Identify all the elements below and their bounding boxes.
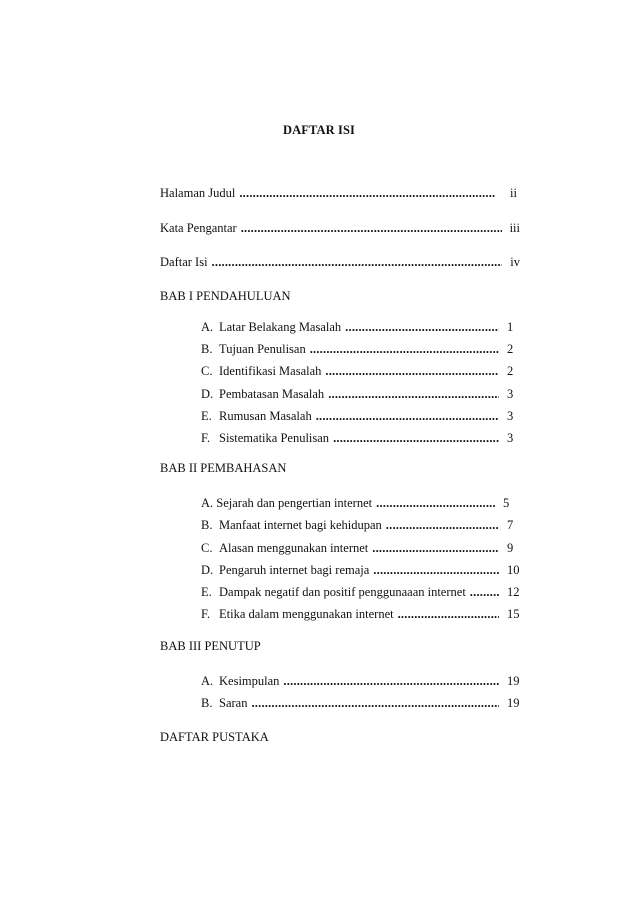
- toc-entry-label: Daftar Isi: [160, 255, 208, 269]
- toc-subentry[interactable]: [201, 694, 521, 712]
- toc-subentry[interactable]: [201, 605, 521, 623]
- subentry-page: 3: [507, 409, 514, 423]
- dot-leader: [212, 253, 503, 271]
- subentry-page: 12: [507, 585, 520, 599]
- subentry-label: Saran: [219, 696, 248, 710]
- subentry-label: Rumusan Masalah: [219, 409, 312, 423]
- dot-leader: [325, 362, 499, 380]
- toc-entry-page: iv: [510, 255, 520, 269]
- subentry-page: 7: [507, 518, 514, 532]
- dot-leader: [328, 385, 499, 403]
- toc-subentry[interactable]: [201, 672, 521, 690]
- dot-leader: [316, 407, 499, 425]
- dot-leader: [372, 539, 499, 557]
- subentry-letter: C.: [201, 541, 213, 555]
- toc-subentry[interactable]: [201, 407, 521, 425]
- toc-entry-page: ii: [510, 186, 517, 200]
- page-title: DAFTAR ISI: [283, 123, 355, 137]
- subentry-label: Latar Belakang Masalah: [219, 320, 342, 334]
- subentry-letter: E.: [201, 585, 212, 599]
- subentry-label: Tujuan Penulisan: [219, 342, 306, 356]
- toc-subentry[interactable]: [201, 494, 517, 512]
- subentry-label: Dampak negatif dan positif penggunaaan internet: [219, 585, 466, 599]
- subentry-letter: C.: [201, 364, 213, 378]
- subentry-label: Sejarah dan pengertian internet: [216, 496, 373, 510]
- toc-subentry[interactable]: [201, 583, 521, 601]
- subentry-page: 15: [507, 607, 520, 621]
- subentry-letter: A.: [201, 674, 214, 688]
- subentry-letter: B.: [201, 696, 213, 710]
- toc-subentry[interactable]: [201, 385, 521, 403]
- subentry-page: 3: [507, 431, 514, 445]
- dot-leader: [398, 605, 499, 623]
- toc-entry-page: iii: [509, 221, 520, 235]
- subentry-letter: F.: [201, 431, 211, 445]
- subentry-label: Alasan menggunakan internet: [219, 541, 369, 555]
- chapter-heading-bab-3: BAB III PENUTUP: [160, 639, 261, 653]
- dot-leader: [333, 429, 499, 447]
- toc-entry-label: Kata Pengantar: [160, 221, 237, 235]
- toc-entry-label: Halaman Judul: [160, 186, 236, 200]
- toc-subentry[interactable]: [201, 516, 521, 534]
- subentry-page: 19: [507, 696, 520, 710]
- subentry-label: Sistematika Penulisan: [219, 431, 330, 445]
- toc-entry-daftar-isi[interactable]: [160, 253, 520, 271]
- dot-leader: [239, 184, 496, 202]
- toc-entry-halaman-judul[interactable]: [160, 184, 520, 202]
- dot-leader: [241, 219, 502, 237]
- subentry-letter: B.: [201, 518, 213, 532]
- toc-subentry[interactable]: [201, 318, 521, 336]
- subentry-page: 19: [507, 674, 520, 688]
- chapter-heading-bab-1: BAB I PENDAHULUAN: [160, 289, 291, 303]
- toc-subentry[interactable]: [201, 539, 521, 557]
- subentry-letter: F.: [201, 607, 211, 621]
- dot-leader: [345, 318, 499, 336]
- dot-leader: [470, 583, 499, 601]
- subentry-letter: E.: [201, 409, 212, 423]
- subentry-letter: B.: [201, 342, 213, 356]
- dot-leader: [283, 672, 499, 690]
- dot-leader: [376, 494, 495, 512]
- dot-leader: [373, 561, 499, 579]
- dot-leader: [386, 516, 499, 534]
- subentry-page: 5: [503, 496, 510, 510]
- subentry-page: 2: [507, 342, 514, 356]
- subentry-label: Pengaruh internet bagi remaja: [219, 563, 370, 577]
- subentry-page: 9: [507, 541, 514, 555]
- subentry-letter: D.: [201, 563, 214, 577]
- toc-subentry[interactable]: [201, 561, 521, 579]
- subentry-page: 1: [507, 320, 514, 334]
- dot-leader: [310, 340, 499, 358]
- subentry-label: Kesimpulan: [219, 674, 280, 688]
- subentry-label: Pembatasan Masalah: [219, 387, 325, 401]
- dot-leader: [251, 694, 499, 712]
- subentry-letter: A.: [201, 320, 214, 334]
- toc-subentry[interactable]: [201, 362, 521, 380]
- daftar-pustaka-heading[interactable]: DAFTAR PUSTAKA: [160, 730, 269, 744]
- chapter-heading-bab-2: BAB II PEMBAHASAN: [160, 461, 287, 475]
- subentry-label: Manfaat internet bagi kehidupan: [219, 518, 382, 532]
- subentry-page: 10: [507, 563, 520, 577]
- subentry-letter: A.: [201, 496, 214, 510]
- toc-subentry[interactable]: [201, 429, 521, 447]
- subentry-letter: D.: [201, 387, 214, 401]
- subentry-page: 3: [507, 387, 514, 401]
- toc-entry-kata-pengantar[interactable]: [160, 219, 520, 237]
- toc-subentry[interactable]: [201, 340, 521, 358]
- subentry-label: Etika dalam menggunakan internet: [219, 607, 394, 621]
- subentry-page: 2: [507, 364, 514, 378]
- subentry-label: Identifikasi Masalah: [219, 364, 322, 378]
